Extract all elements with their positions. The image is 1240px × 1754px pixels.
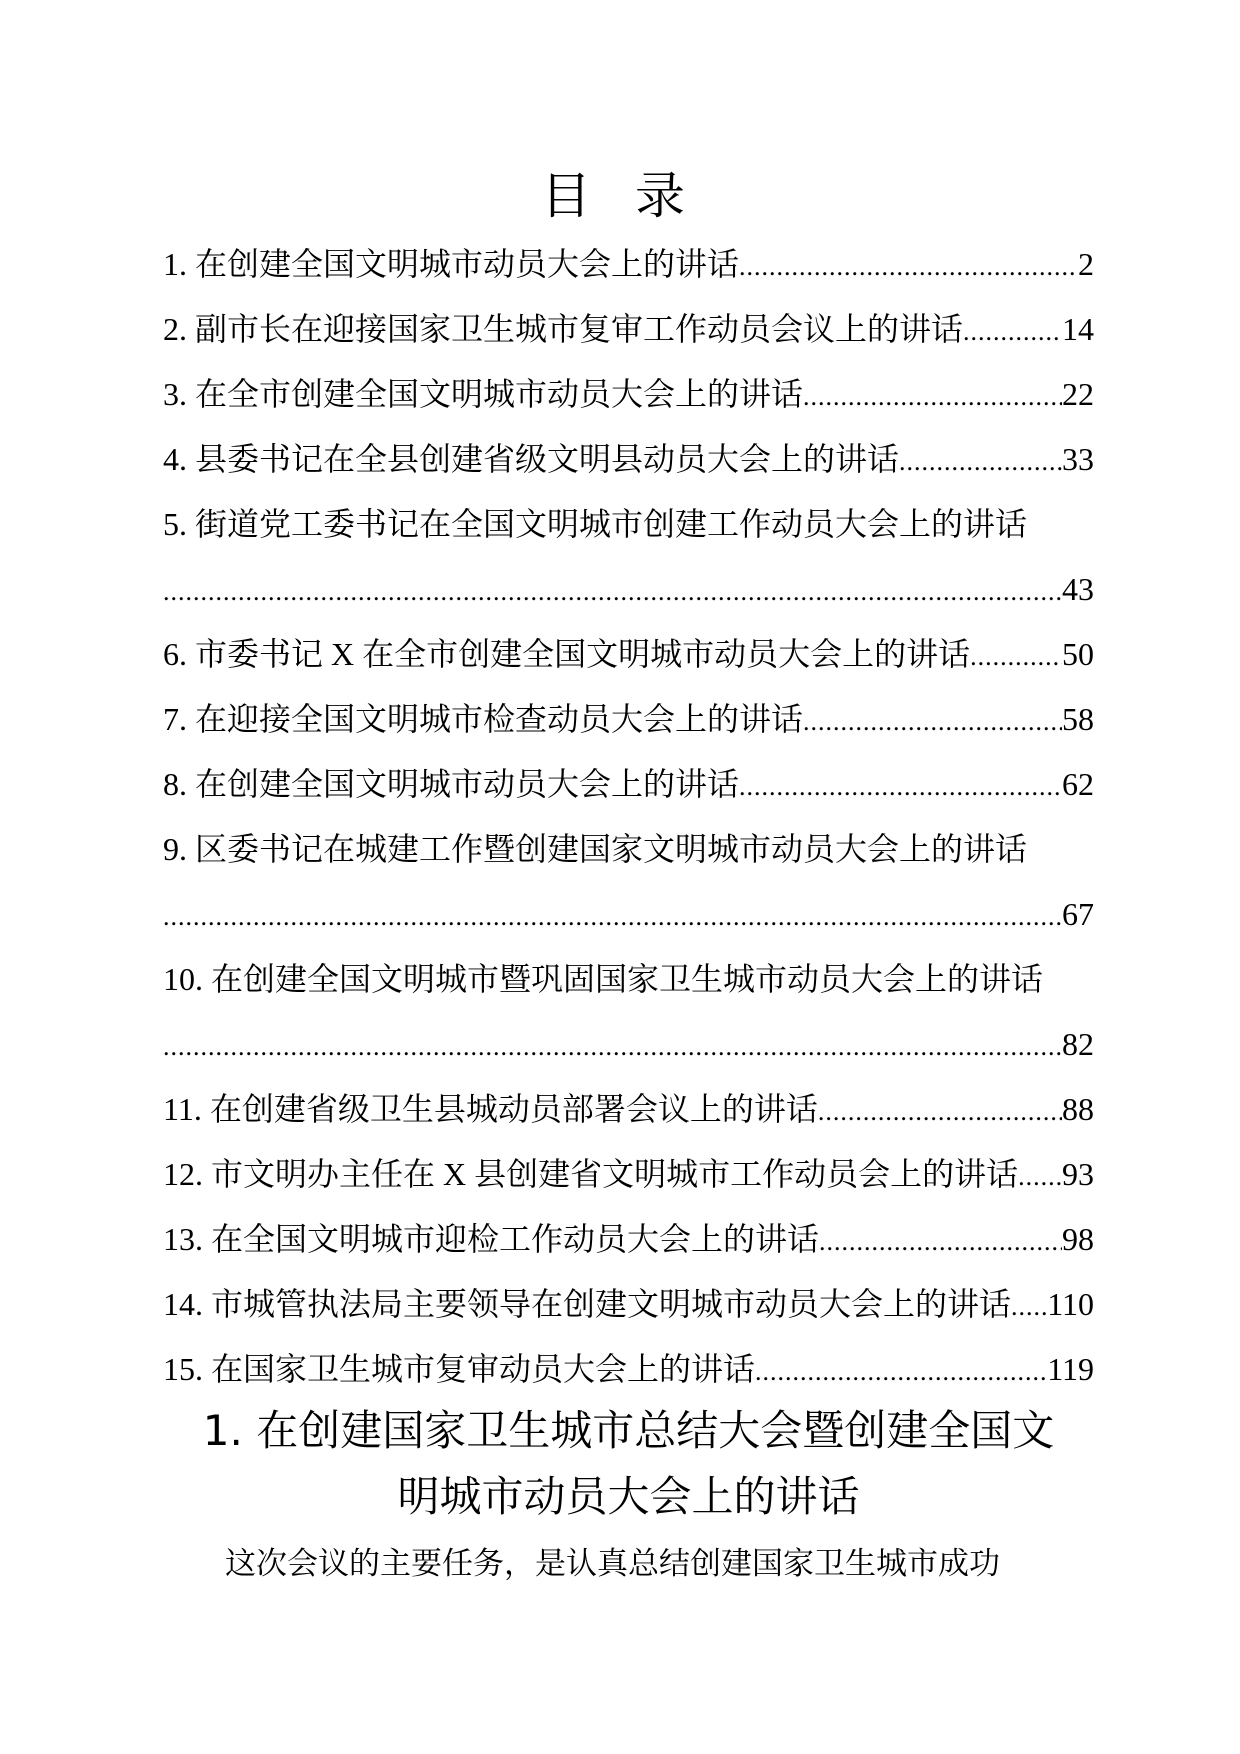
toc-entry-page-number: 62 [1062,766,1094,802]
toc-dot-leader [739,754,1062,819]
toc-entry[interactable] [163,362,1094,427]
toc-entry-title: 10. 在创建全国文明城市暨巩固国家卫生城市动员大会上的讲话 [163,961,1044,997]
toc-entry[interactable] [163,1337,1094,1402]
toc-dot-leader [1018,1144,1062,1209]
toc-dot-leader [818,1079,1062,1144]
toc-entry-page-number: 98 [1062,1221,1094,1257]
toc-entry-title: 11. 在创建省级卫生县城动员部署会议上的讲话 [163,1091,818,1127]
toc-entry[interactable] [163,492,1094,622]
toc-entry-title: 7. 在迎接全国文明城市检查动员大会上的讲话 [163,701,804,737]
toc-dot-leader [163,559,1062,624]
toc-entry[interactable] [163,232,1094,297]
toc-entry-title: 5. 街道党工委书记在全国文明城市创建工作动员大会上的讲话 [163,506,1028,542]
toc-entry[interactable] [163,622,1094,687]
toc-entry-title: 6. 市委书记 X 在全市创建全国文明城市动员大会上的讲话 [163,636,971,672]
toc-entry-page-number: 2 [1078,246,1094,282]
section-heading-line-2: 明城市动员大会上的讲话 [397,1472,860,1521]
section-heading [163,1398,1094,1530]
toc-entry[interactable] [163,427,1094,492]
toc-entry[interactable] [163,297,1094,362]
section-heading-line-1: 1. 在创建国家卫生城市总结大会暨创建全国文 [202,1406,1055,1455]
toc-entry-page-number: 50 [1062,636,1094,672]
toc-dot-leader [163,884,1062,949]
toc-entry[interactable] [163,1207,1094,1272]
toc-entry-page-number: 22 [1062,376,1094,412]
toc-entry-page-number: 14 [1062,311,1094,347]
toc-dot-leader [163,1014,1062,1079]
toc-entry[interactable] [163,817,1094,947]
toc-entry[interactable] [163,1272,1094,1337]
toc-dot-leader [970,624,1062,689]
toc-dot-leader [739,234,1078,299]
toc-entry-page-number: 119 [1047,1351,1094,1387]
toc-dot-leader [803,689,1062,754]
toc-entry[interactable] [163,1077,1094,1142]
toc-entry-title: 13. 在全国文明城市迎检工作动员大会上的讲话 [163,1221,820,1257]
toc-entry-page-number: 110 [1047,1286,1094,1322]
table-of-contents [163,232,1094,1402]
toc-entry-page-number: 33 [1062,441,1094,477]
toc-entry-title: 12. 市文明办主任在 X 县创建省文明城市工作动员会上的讲话 [163,1156,1019,1192]
toc-entry-title: 8. 在创建全国文明城市动员大会上的讲话 [163,766,740,802]
toc-entry-title: 1. 在创建全国文明城市动员大会上的讲话 [163,246,740,282]
toc-entry-title: 14. 市城管执法局主要领导在创建文明城市动员大会上的讲话 [163,1286,1012,1322]
toc-dot-leader [755,1339,1047,1404]
toc-entry-title: 2. 副市长在迎接国家卫生城市复审工作动员会议上的讲话 [163,311,964,347]
toc-entry-page-number: 82 [1062,1026,1094,1062]
toc-dot-leader [819,1209,1062,1274]
toc-entry-page-number: 67 [1062,896,1094,932]
toc-dot-leader [1011,1274,1047,1339]
toc-entry-title: 4. 县委书记在全县创建省级文明县动员大会上的讲话 [163,441,900,477]
toc-dot-leader [963,299,1062,364]
toc-title: 目 录 [541,167,699,225]
body-paragraph: 这次会议的主要任务，是认真总结创建国家卫生城市成功 [225,1546,1000,1582]
toc-entry-title: 3. 在全市创建全国文明城市动员大会上的讲话 [163,376,804,412]
toc-entry-title: 15. 在国家卫生城市复审动员大会上的讲话 [163,1351,756,1387]
toc-entry[interactable] [163,752,1094,817]
toc-entry-page-number: 93 [1062,1156,1094,1192]
toc-dot-leader [803,364,1062,429]
toc-entry-page-number: 43 [1062,571,1094,607]
toc-entry[interactable] [163,1142,1094,1207]
toc-entry-page-number: 58 [1062,701,1094,737]
toc-entry-page-number: 88 [1062,1091,1094,1127]
toc-entry[interactable] [163,687,1094,752]
toc-entry[interactable] [163,947,1094,1077]
toc-entry-title: 9. 区委书记在城建工作暨创建国家文明城市动员大会上的讲话 [163,831,1028,867]
toc-dot-leader [899,429,1062,494]
